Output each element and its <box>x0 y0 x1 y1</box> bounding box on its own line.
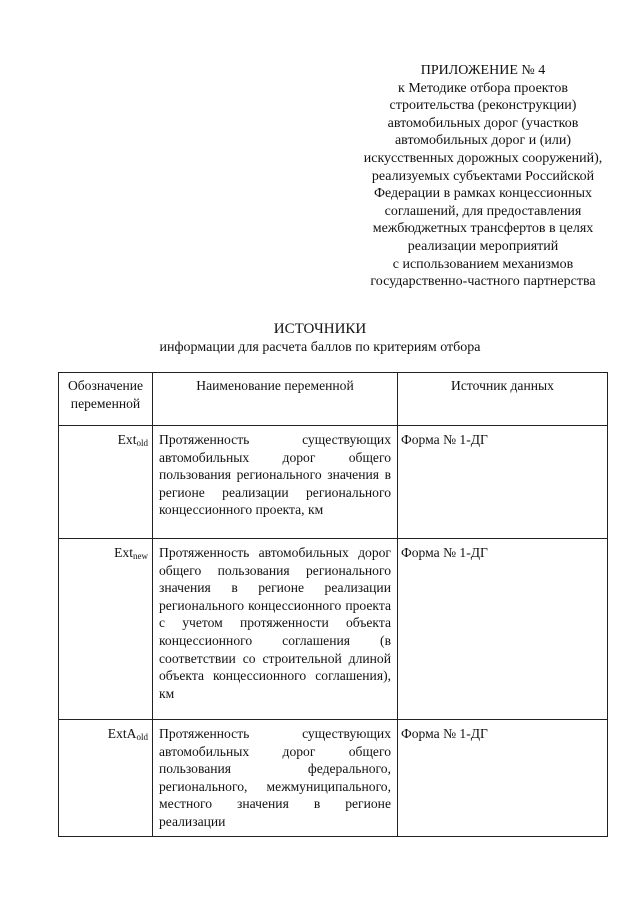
variable-subscript: old <box>136 438 148 448</box>
table-row <box>59 539 608 720</box>
header-data-source: Источник данных <box>398 373 608 426</box>
variable-subscript: old <box>136 732 148 742</box>
appendix-line: реализуемых субъектами Российской <box>371 168 595 184</box>
appendix-line: Федерации в рамках концессионных <box>373 186 593 202</box>
appendix-line: соглашений, для предоставления <box>384 203 582 219</box>
sources-table <box>58 372 608 837</box>
appendix-line: автомобильных дорог и (или) <box>394 133 572 149</box>
data-source: Форма № 1-ДГ <box>398 539 608 720</box>
appendix-line: ПРИЛОЖЕНИЕ № 4 <box>420 63 546 78</box>
document-title: ИСТОЧНИКИ <box>273 321 367 337</box>
variable-name: Протяженность существующих автомобильных дорог общего пользования федерального, регионального, межмуниципального, местного значения в регионе реализации <box>153 720 398 837</box>
variable-base: Ext <box>114 545 133 560</box>
appendix-line: межбюджетных трансфертов в целях <box>372 221 594 237</box>
appendix-line: реализации мероприятий <box>407 238 559 254</box>
variable-base: Ext <box>117 432 137 447</box>
appendix-line: автомобильных дорог (участков <box>387 115 579 131</box>
appendix-line: искусственных дорожных сооружений), <box>363 150 603 166</box>
variable-name: Протяженность автомобильных дорог общего пользования регионального значения в регионе реализации регионального концессионного проекта с учетом протяженности объекта концессионного соглашения (в соответствии со строительной длиной объекта концессионного соглашения), км <box>153 539 398 720</box>
document-subtitle: информации для расчета баллов по критериям отбора <box>159 340 481 355</box>
table-row <box>59 720 608 837</box>
data-source: Форма № 1-ДГ <box>398 720 608 837</box>
header-designation: Обозначение переменной <box>59 373 153 426</box>
table-header-row <box>59 373 608 426</box>
variable-subscript: new <box>133 551 148 561</box>
variable-name: Протяженность существующих автомобильных дорог общего пользования регионального значения в регионе реализации регионального концессионного проекта, км <box>153 426 398 539</box>
variable-designation <box>59 426 153 539</box>
variable-designation <box>59 539 153 720</box>
variable-base: ExtA <box>107 726 137 741</box>
appendix-line: к Методике отбора проектов <box>398 80 568 96</box>
header-variable-name: Наименование переменной <box>153 373 398 426</box>
variable-designation <box>59 720 153 837</box>
table-row <box>59 426 608 539</box>
appendix-header <box>333 62 633 291</box>
appendix-line: с использованием механизмов <box>392 256 574 272</box>
data-source: Форма № 1-ДГ <box>398 426 608 539</box>
appendix-line: государственно-частного партнерства <box>370 274 596 290</box>
appendix-line: строительства (реконструкции) <box>389 98 577 114</box>
